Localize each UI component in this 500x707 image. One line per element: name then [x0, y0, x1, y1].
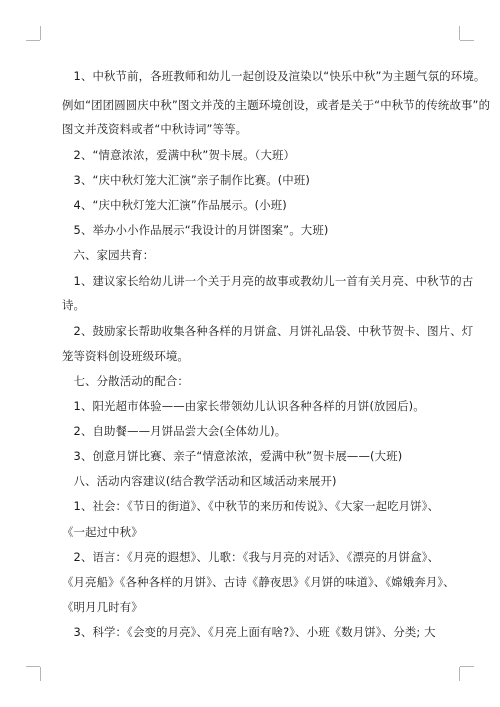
text-line: 2、自助餐——月饼品尝大会(全体幼儿)。 — [62, 424, 287, 438]
text-line: 5、举办小小作品展示“我设计的月饼图案”。大班) — [62, 223, 329, 237]
text-line: 1、建议家长给幼儿讲一个关于月亮的故事或教幼儿一首有关月亮、中秋节的古 — [62, 274, 474, 288]
text-line: 1、社会：《节日的街道》、《中秋节的来历和传说》、《大家一起吃月饼》、 — [62, 499, 440, 513]
crop-mark-bottom-left-v — [40, 667, 41, 681]
text-line: 笼等资料创设班级环境。 — [62, 349, 189, 363]
section-heading: 六、家园共育： — [62, 248, 155, 262]
text-line: 1、中秋节前，各班教师和幼儿一起创设及渲染以“快乐中秋”为主题气氛的环境。 — [62, 69, 486, 83]
crop-mark-top-right-h — [460, 40, 474, 41]
text-line: 例如“团团圆圆庆中秋”图文并茂的主题环境创设，或者是关于“中秋节的传统故事”的 — [62, 98, 491, 112]
text-line: 《月亮船》《各种各样的月饼》、古诗《静夜思》《月饼的味道》、《嫦娥奔月》、 — [62, 575, 455, 589]
text-line: 2、语言：《月亮的遐想》、儿歌：《我与月亮的对话》、《漂亮的月饼盒》、 — [62, 550, 440, 564]
section-heading: 七、分散活动的配合： — [62, 374, 189, 388]
crop-mark-bottom-right-h — [460, 666, 474, 667]
text-line: 3、创意月饼比赛、亲子“情意浓浓，爱满中秋”贺卡展——(大班) — [62, 449, 403, 463]
section-heading: 八、活动内容建议(结合教学活动和区域活动来展开) — [62, 474, 337, 488]
crop-mark-top-left-h — [26, 40, 40, 41]
text-line: 《明月几时有》 — [62, 600, 143, 614]
text-line: 4、“庆中秋灯笼大汇演”作品展示。(小班) — [62, 198, 287, 212]
text-line: 3、科学：《会变的月亮》、《月亮上面有啥?》、小班《数月饼》、分类; 大 — [62, 625, 436, 639]
text-line: 2、“情意浓浓，爱满中秋”贺卡展。（大班） — [62, 148, 296, 162]
crop-mark-top-right-v — [459, 26, 460, 40]
crop-mark-top-left-v — [40, 26, 41, 40]
crop-mark-bottom-right-v — [459, 667, 460, 681]
text-line: 1、阳光超市体验——由家长带领幼儿认识各种各样的月饼(放园后)。 — [62, 399, 425, 413]
text-line: 诗。 — [62, 298, 86, 312]
text-line: 图文并茂资料或者“中秋诗词”等等。 — [62, 122, 248, 136]
text-line: 《一起过中秋》 — [62, 525, 143, 539]
text-line: 2、鼓励家长帮助收集各种各样的月饼盒、月饼礼品袋、中秋节贺卡、图片、灯 — [62, 324, 474, 338]
crop-mark-bottom-left-h — [26, 666, 40, 667]
text-line: 3、“庆中秋灯笼大汇演”亲子制作比赛。(中班) — [62, 173, 310, 187]
